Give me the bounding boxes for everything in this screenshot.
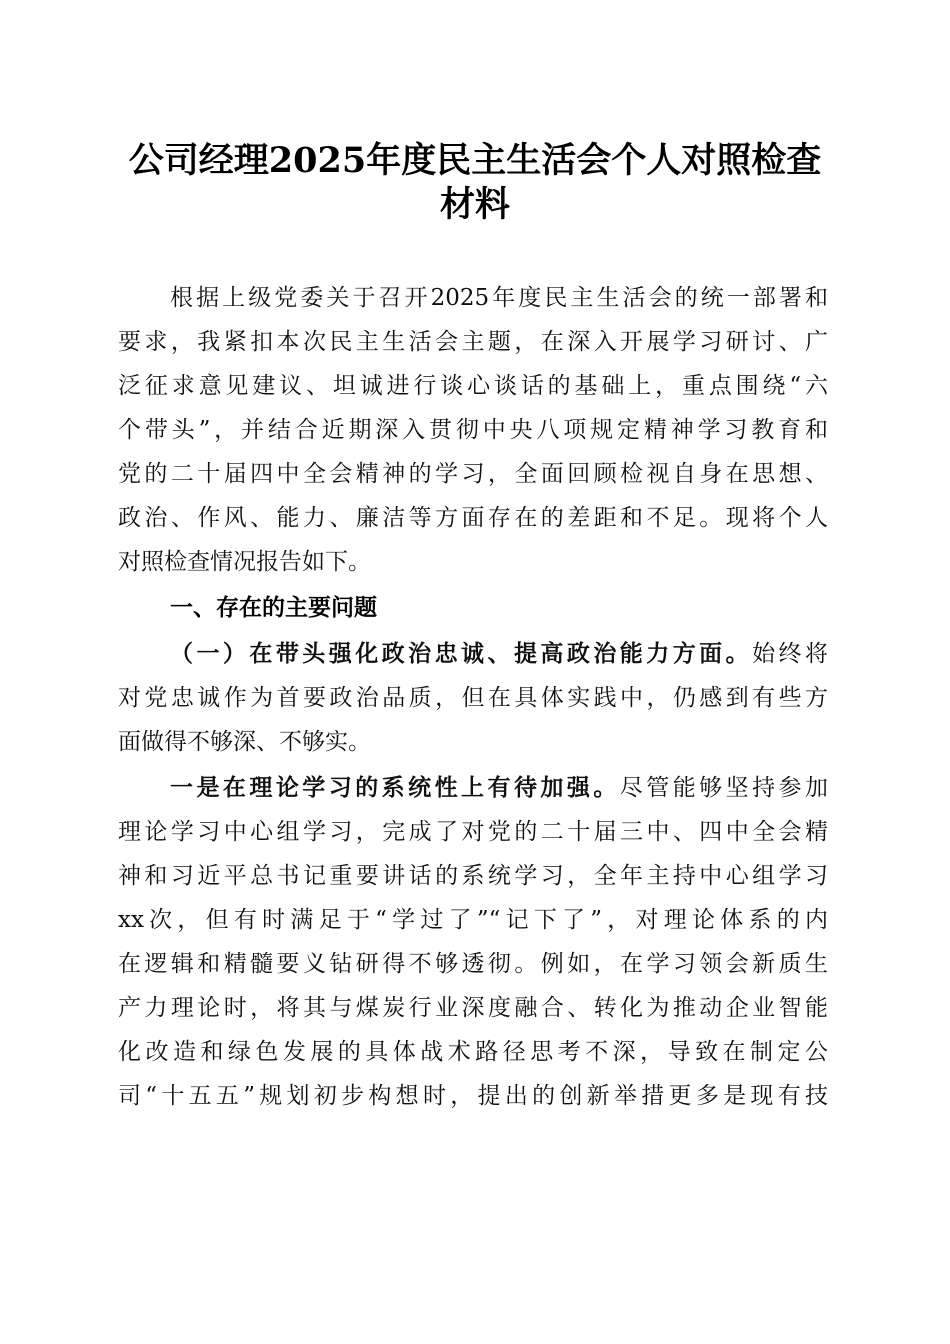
subsection-line: 对党忠诚作为首要政治品质，但在具体实践中，仍感到有些方 [118, 685, 828, 711]
subsection-lead: （一）在带头强化政治忠诚、提高政治能力方面。 [170, 641, 753, 667]
point-line: 神和习近平总书记重要讲话的系统学习，全年主持中心组学习 [118, 863, 828, 889]
point-line: 司“十五五”规划初步构想时，提出的创新举措更多是现有技 [118, 1083, 828, 1109]
intro-line: 根据上级党委关于召开2025年度民主生活会的统一部署和 [170, 285, 828, 311]
intro-line: 党的二十届四中全会精神的学习，全面回顾检视自身在思想、 [118, 461, 828, 487]
point-line: 化改造和绿色发展的具体战术路径思考不深，导致在制定公 [118, 1039, 828, 1065]
intro-line: 对照检查情况报告如下。 [118, 549, 371, 575]
point-first-line [170, 768, 828, 808]
point-line: 理论学习中心组学习，完成了对党的二十届三中、四中全会精 [118, 819, 828, 845]
subsection-line: 面做得不够深、不够实。 [118, 729, 371, 755]
intro-line: 要求，我紧扣本次民主生活会主题，在深入开展学习研讨、广 [118, 329, 828, 355]
section-heading: 一、存在的主要问题 [170, 595, 377, 621]
subsection-rest: 始终将 [752, 641, 829, 667]
point-rest: 尽管能够坚持参加 [619, 775, 829, 801]
point-lead: 一是在理论学习的系统性上有待加强。 [170, 775, 620, 801]
subsection-first-line [170, 634, 828, 674]
document-title-line-1: 公司经理2025年度民主生活会个人对照检查 [128, 140, 822, 181]
intro-line: 政治、作风、能力、廉洁等方面存在的差距和不足。现将个人 [118, 505, 828, 531]
intro-line: 个带头”，并结合近期深入贯彻中央八项规定精神学习教育和 [118, 417, 828, 443]
point-line: 产力理论时，将其与煤炭行业深度融合、转化为推动企业智能 [118, 995, 828, 1021]
point-line: 在逻辑和精髓要义钻研得不够透彻。例如，在学习领会新质生 [118, 951, 828, 977]
point-line: xx次，但有时满足于“学过了”“记下了”，对理论体系的内 [118, 907, 828, 933]
document-title-line-2: 材料 [439, 184, 510, 225]
intro-line: 泛征求意见建议、坦诚进行谈心谈话的基础上，重点围绕“六 [118, 373, 828, 399]
